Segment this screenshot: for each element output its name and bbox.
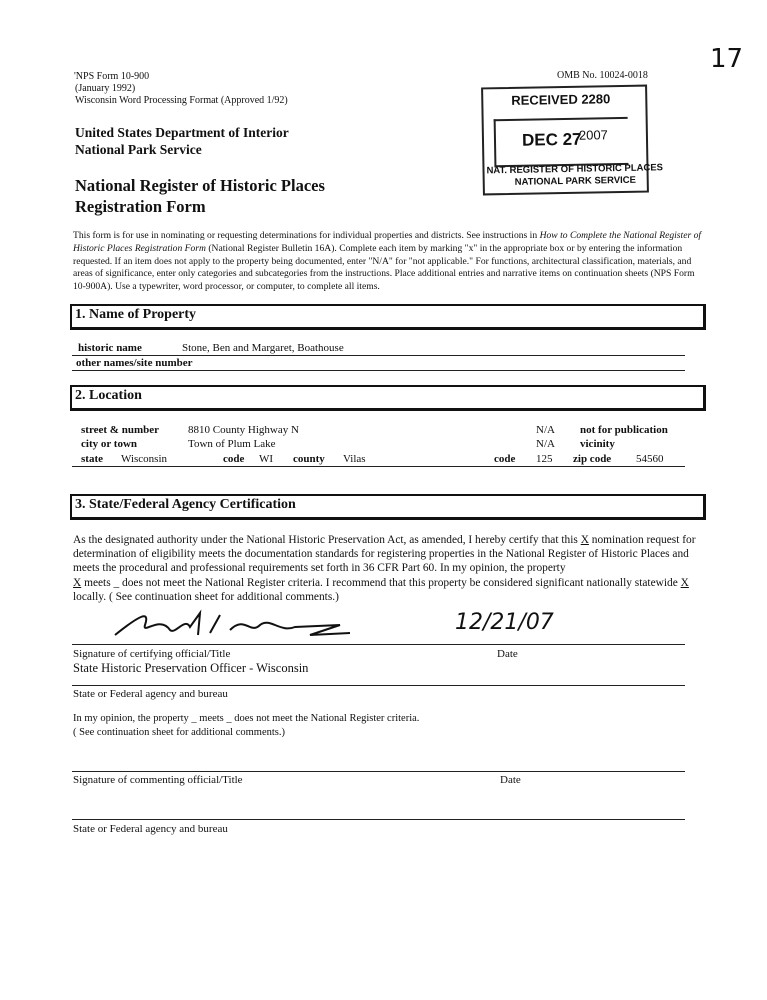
agency-label: State or Federal agency and bureau [73, 688, 228, 700]
state-value[interactable]: Wisconsin [121, 453, 167, 465]
form-date: (January 1992) [75, 83, 136, 94]
agency: National Park Service [75, 142, 202, 157]
vicinity-label: vicinity [580, 438, 615, 450]
page-title: National Register of Historic Places [75, 176, 325, 195]
historic-name-label: historic name [78, 342, 142, 354]
page-subtitle: Registration Form [75, 197, 206, 216]
signature-date: 12/21/07 [455, 610, 554, 635]
agency-label-2: State or Federal agency and bureau [73, 823, 228, 835]
stamp-received: RECEIVED 2280 [511, 91, 611, 108]
stamp-line1: NAT. REGISTER OF HISTORIC PLACES [486, 162, 664, 177]
opinion-continuation: ( See continuation sheet for additional comments.) [73, 727, 285, 738]
stamp-date: DEC 27 [521, 129, 582, 150]
state-label: state [81, 453, 103, 465]
county-code-label: code [494, 453, 516, 465]
county-value[interactable]: Vilas [343, 453, 366, 465]
zip-value[interactable]: 54560 [636, 453, 664, 465]
form-number: 'NPS Form 10-900 [74, 71, 150, 82]
commenting-date-label: Date [500, 774, 521, 786]
date-label: Date [497, 648, 518, 660]
city-value[interactable]: Town of Plum Lake [188, 438, 276, 450]
street-na[interactable]: N/A [536, 424, 555, 436]
section-3-header: 3. State/Federal Agency Certification [70, 494, 706, 520]
form-format: Wisconsin Word Processing Format (Approved 1/92) [75, 95, 288, 106]
county-code-value[interactable]: 125 [536, 453, 553, 465]
omb-number: OMB No. 10024-0018 [557, 70, 648, 81]
stamp-year: 2007 [578, 127, 608, 143]
zip-label: zip code [573, 453, 612, 465]
page-mark: 17 [710, 44, 744, 74]
received-stamp [481, 85, 664, 196]
other-names-label: other names/site number [76, 357, 193, 369]
certification-text: As the designated authority under the National Historic Preservation Act, as amended, I hereby certify that this X nomination request for determination of eligibility meets the documentation standards for registering properties in the National Register of Historic Places and meets the procedural and professional requirements set forth in 36 CFR Part 60. In my opinion, the property X meets _ does not meet the National Register criteria. I recommend that this property be considered significant nationally statewide X locally. ( See continuation sheet for additional comments.) [73, 534, 696, 603]
section-1-header: 1. Name of Property [70, 304, 706, 330]
section-2-header: 2. Location [70, 385, 706, 411]
state-code-value[interactable]: WI [259, 453, 274, 465]
commenting-signature-label: Signature of commenting official/Title [73, 774, 243, 786]
historic-name-value[interactable]: Stone, Ben and Margaret, Boathouse [182, 342, 344, 354]
city-label: city or town [81, 438, 138, 450]
state-code-label: code [223, 453, 245, 465]
street-value[interactable]: 8810 County Highway N [188, 424, 299, 436]
city-na[interactable]: N/A [536, 438, 555, 450]
street-label: street & number [81, 424, 159, 436]
officer-title: State Historic Preservation Officer - Wisconsin [73, 661, 309, 675]
signature-image [110, 605, 360, 645]
county-label: county [293, 453, 325, 465]
signature-label: Signature of certifying official/Title [73, 648, 231, 660]
stamp-line2: NATIONAL PARK SERVICE [514, 174, 637, 188]
department: United States Department of Interior [75, 125, 289, 140]
not-for-publication-label: not for publication [580, 424, 668, 436]
instructions: This form is for use in nominating or requesting determinations for individual properties and districts. See instructions in How to Complete the National Register of Historic Places Registration Form (National Register Bulletin 16A). Complete each item by marking "x" in the appropriate box or by entering the information requested. If an item does not apply to the property being documented, enter "N/A" for "not applicable." For functions, architectural classification, materials, and areas of significance, enter only categories and subcategories from the instructions. Place additional entries and narrative items on continuation sheets (NPS Form 10-900A). Use a typewriter, word processor, or computer, to complete all items. [73, 230, 702, 293]
opinion-text: In my opinion, the property _ meets _ does not meet the National Register criteria. [73, 713, 420, 724]
